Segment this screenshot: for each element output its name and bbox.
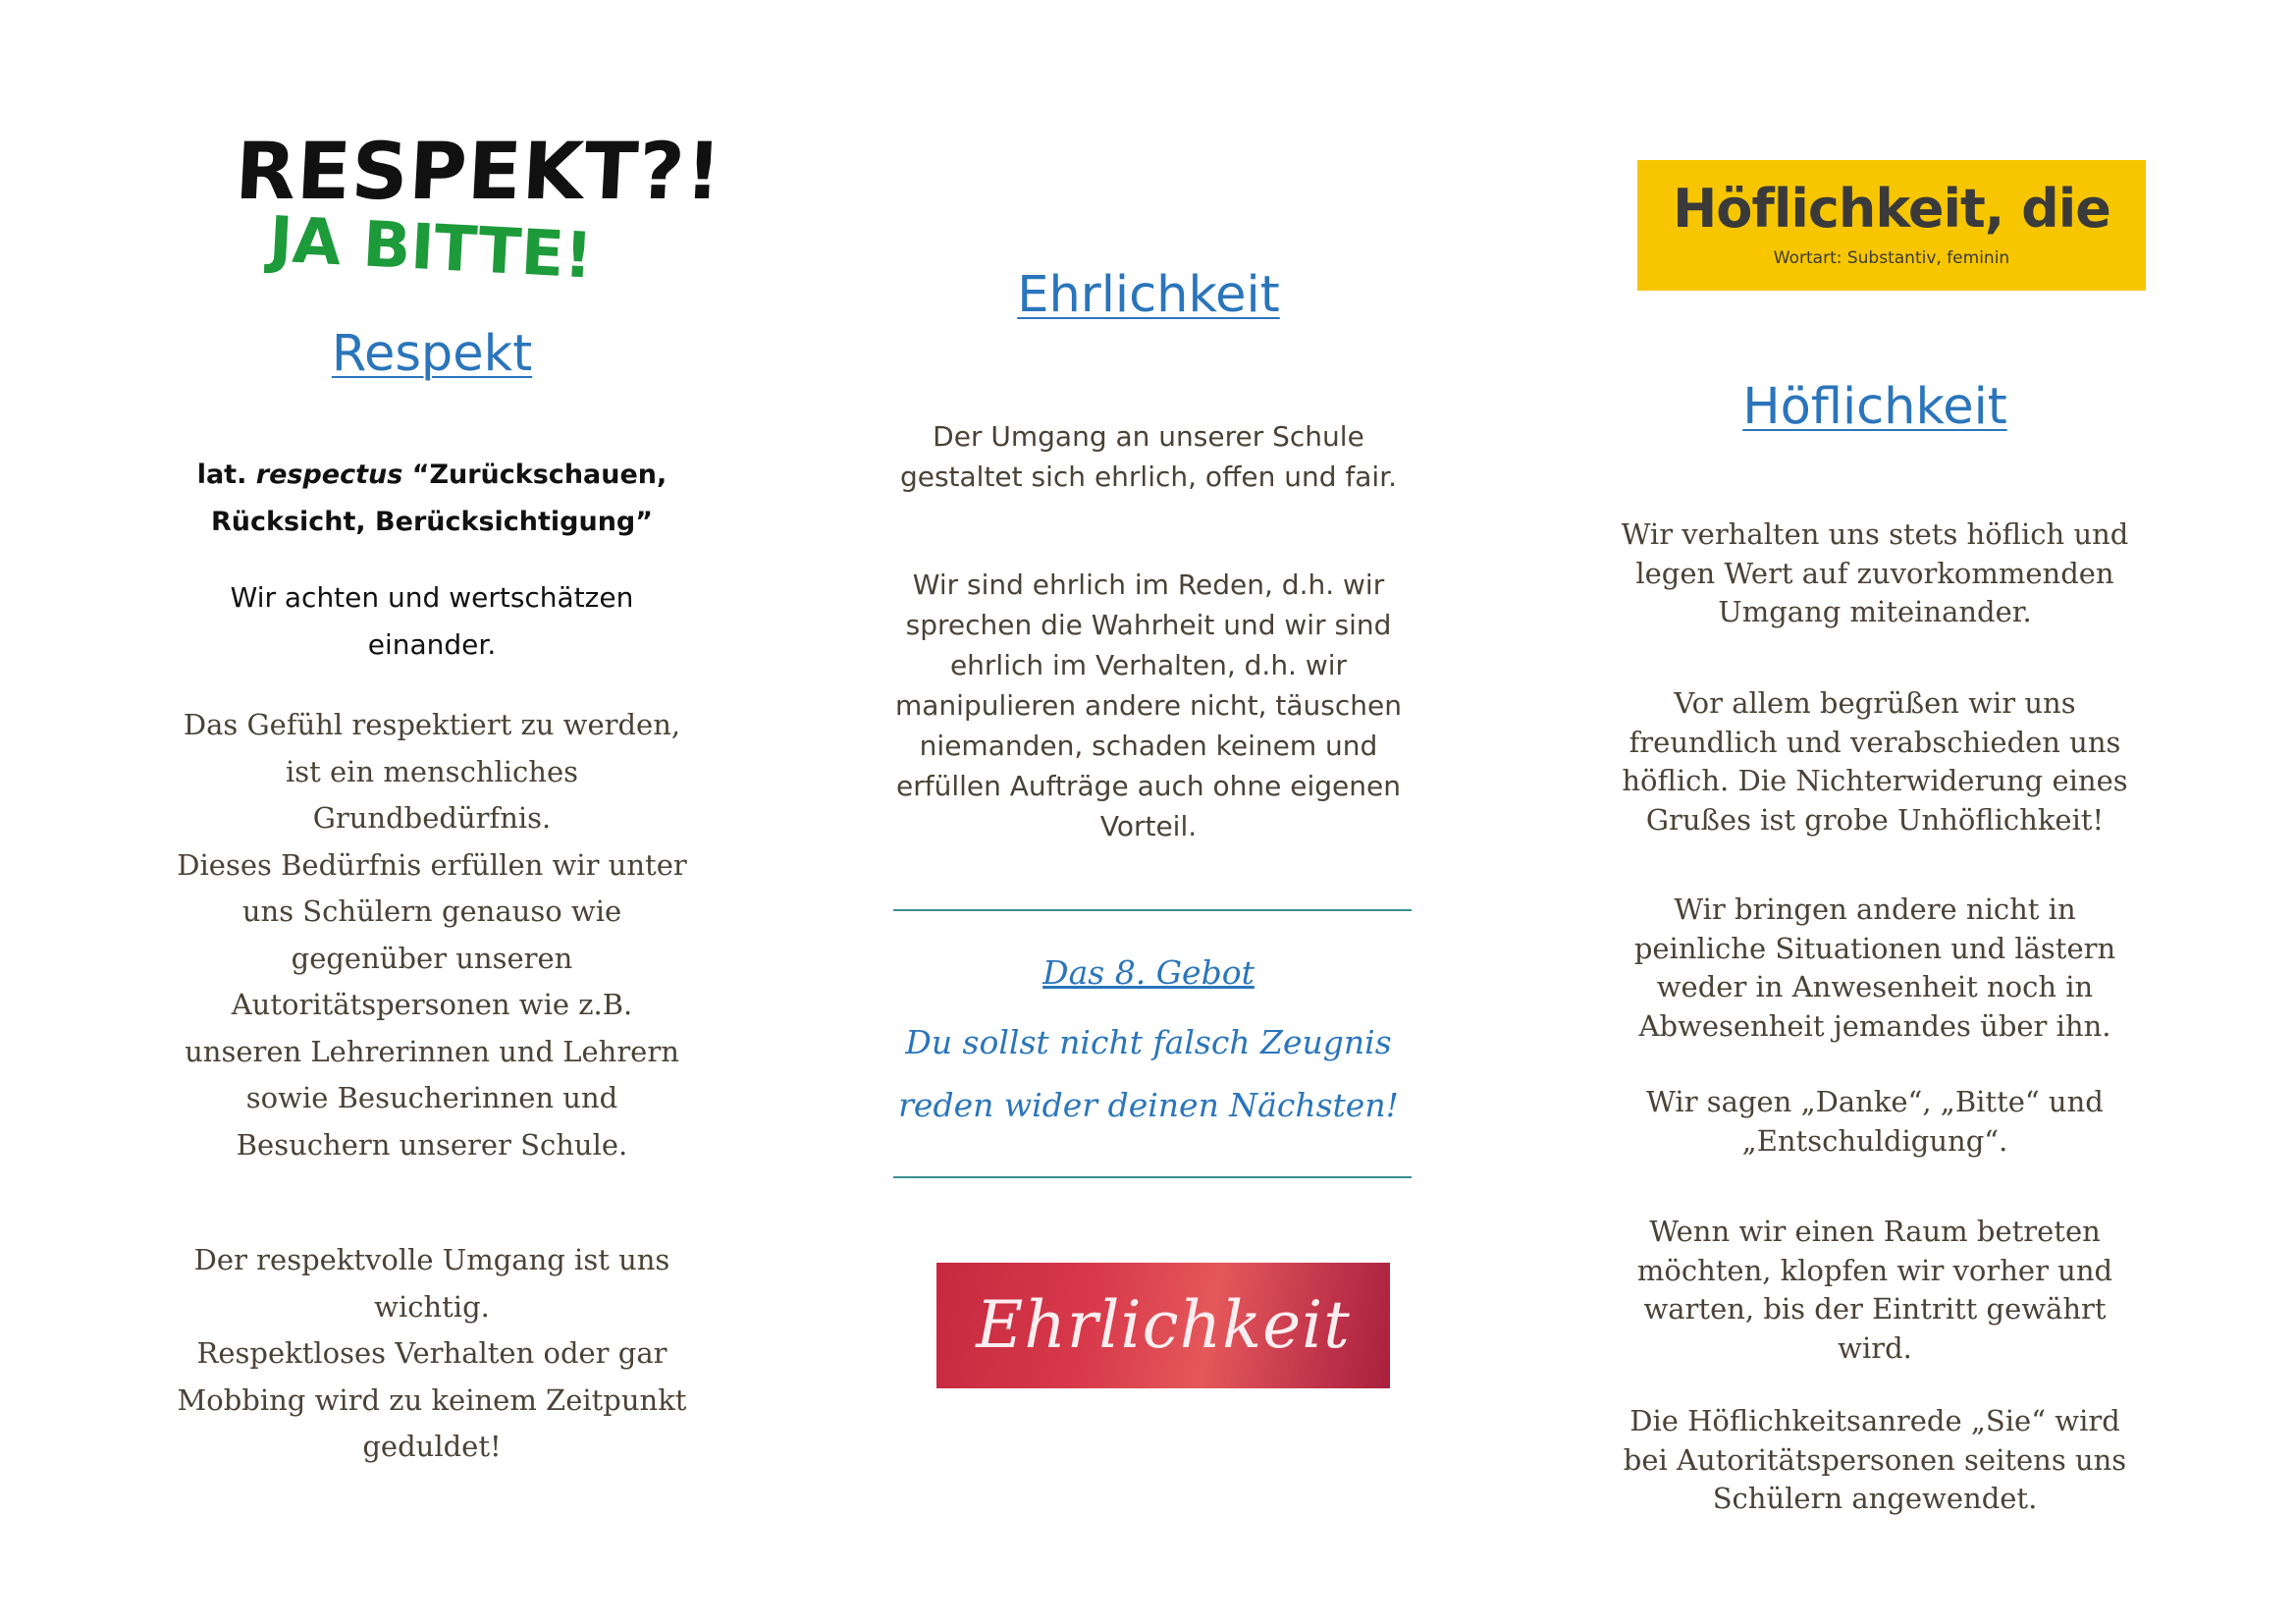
hoeflichkeit-banner-title: Höflichkeit, die bbox=[1673, 178, 2110, 240]
latin-rest: “Zurückschauen, Rücksicht, Berücksichtigung” bbox=[210, 460, 667, 537]
latin-prefix: lat. bbox=[196, 460, 256, 490]
gebot-text: Du sollst nicht falsch Zeugnis reden wider deinen Nächsten! bbox=[898, 1023, 1399, 1124]
hoeflichkeit-banner-image bbox=[1637, 160, 2146, 291]
hoeflichkeit-paragraph-3: Wir bringen andere nicht in peinliche Situationen und lästern weder in Anwesenheit noch in Abwesenheit jemandes über ihn. bbox=[1633, 893, 2116, 1043]
hoeflichkeit-paragraph-4: Wir sagen „Danke“, „Bitte“ und „Entschuldigung“. bbox=[1646, 1085, 2104, 1158]
respekt-paragraph-2: Das Gefühl respektiert zu werden, ist ein menschliches Grundbedürfnis. Dieses Bedürfnis erfüllen wir unter uns Schülern genauso wie gegenüber unseren Autoritätspersonen wie z.B. unseren Lehrerinnen und Lehrern sowie Besucherinnen und Besuchern unserer Schule. bbox=[177, 708, 687, 1162]
respekt-paragraph-3: Der respektvolle Umgang ist uns wichtig. Respektloses Verhalten oder gar Mobbing wird zu keinem Zeitpunkt geduldet! bbox=[177, 1243, 687, 1463]
hoeflichkeit-heading[interactable]: Höflichkeit bbox=[1742, 378, 2007, 436]
divider-top bbox=[893, 909, 1412, 911]
hoeflichkeit-paragraph-5: Wenn wir einen Raum betreten möchten, klopfen wir vorher und warten, bis der Eintritt gewährt wird. bbox=[1636, 1215, 2113, 1365]
ehrlichkeit-banner-text: Ehrlichkeit bbox=[976, 1287, 1351, 1363]
ehrlichkeit-paragraph-1: Der Umgang an unserer Schule gestaltet sich ehrlich, offen und fair. bbox=[899, 420, 1398, 493]
hoeflichkeit-banner-subtitle: Wortart: Substantiv, feminin bbox=[1773, 248, 2010, 268]
respekt-etymology bbox=[167, 452, 697, 546]
hoeflichkeit-paragraph-1: Wir verhalten uns stets höflich und legen Wert auf zuvorkommenden Umgang miteinander. bbox=[1621, 517, 2129, 628]
ehrlichkeit-paragraph-2: Wir sind ehrlich im Reden, d.h. wir sprechen die Wahrheit und wir sind ehrlich im Verhalten, d.h. wir manipulieren andere nicht, täuschen niemanden, schaden keinem und erfüllen Aufträge auch ohne eigenen Vorteil. bbox=[895, 568, 1402, 842]
respekt-logo bbox=[233, 126, 725, 302]
logo-line1: RESPEKT?! bbox=[233, 126, 725, 217]
ehrlichkeit-banner-image bbox=[936, 1263, 1390, 1388]
hoeflichkeit-paragraph-6: Die Höflichkeitsanrede „Sie“ wird bei Autoritätspersonen seitens uns Schülern angewendet. bbox=[1623, 1404, 2127, 1515]
gebot-title[interactable]: Das 8. Gebot bbox=[1042, 953, 1255, 992]
hoeflichkeit-paragraph-2: Vor allem begrüßen wir uns freundlich und verabschieden uns höflich. Die Nichterwiderung eines Grußes ist grobe Unhöflichkeit! bbox=[1622, 686, 2128, 837]
divider-bottom bbox=[893, 1176, 1412, 1178]
latin-word: respectus bbox=[255, 460, 403, 490]
ehrlichkeit-heading[interactable]: Ehrlichkeit bbox=[1017, 266, 1280, 324]
respekt-paragraph-1: Wir achten und wertschätzen einander. bbox=[230, 581, 634, 661]
respekt-heading[interactable]: Respekt bbox=[331, 325, 533, 383]
logo-line2: JA BITTE! bbox=[267, 203, 595, 294]
